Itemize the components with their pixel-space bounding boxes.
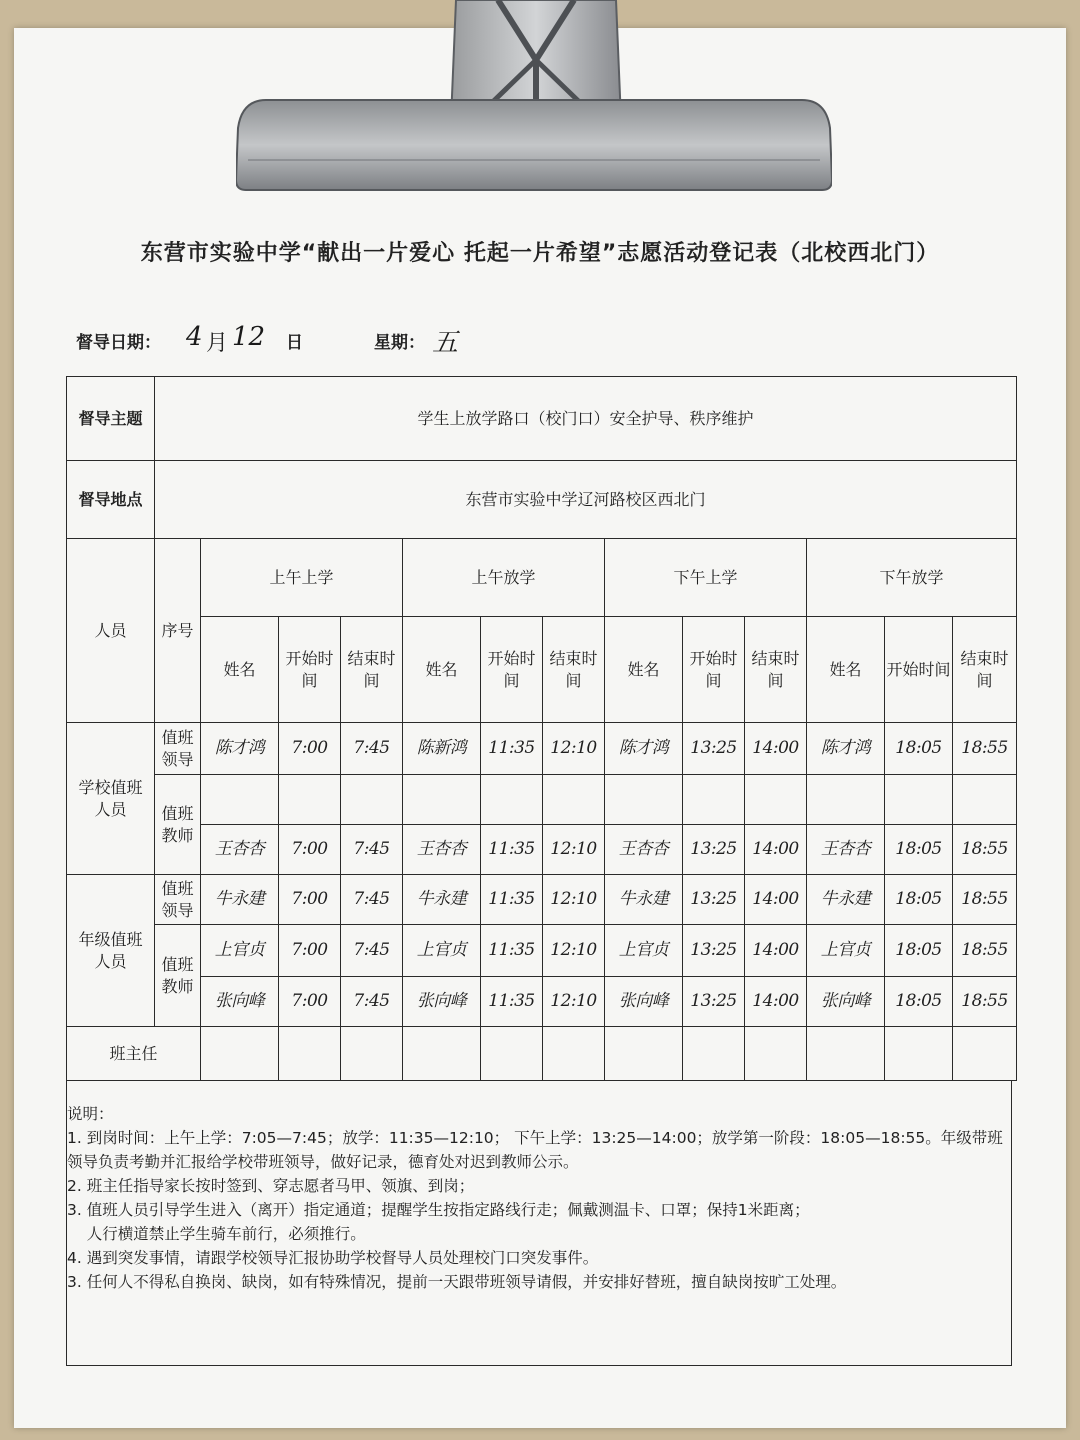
signature-cell: 王杏杏 [403, 825, 481, 875]
signature-cell: 上官贞 [605, 925, 683, 977]
duty-row [67, 977, 1017, 1027]
col-end: 结束时间 [543, 617, 605, 723]
registration-table [66, 376, 1017, 1081]
end-time-cell: 7:45 [341, 825, 403, 875]
location-label: 督导地点 [67, 461, 155, 539]
start-time-cell [279, 775, 341, 825]
start-time-cell: 7:00 [279, 925, 341, 977]
duty-row [67, 775, 1017, 825]
start-time-cell: 11:35 [481, 977, 543, 1027]
col-start: 开始时间 [279, 617, 341, 723]
weekday-value: 五 [432, 328, 459, 358]
start-time-cell: 13:25 [683, 825, 745, 875]
note-item: 4. 遇到突发事情，请跟学校领导汇报协助学校督导人员处理校门口突发事件。 [67, 1249, 599, 1267]
duty-row [67, 825, 1017, 875]
start-time-cell: 11:35 [481, 723, 543, 775]
signature-cell [403, 775, 481, 825]
signature-cell: 上官贞 [807, 925, 885, 977]
end-time-cell: 14:00 [745, 825, 807, 875]
signature-cell: 陈才鸿 [201, 723, 279, 775]
start-time-cell: 7:00 [279, 825, 341, 875]
col-name: 姓名 [807, 617, 885, 723]
location-value: 东营市实验中学辽河路校区西北门 [155, 461, 1017, 539]
start-time-cell: 13:25 [683, 875, 745, 925]
col-name: 姓名 [605, 617, 683, 723]
end-time-cell: 12:10 [543, 875, 605, 925]
col-end: 结束时间 [341, 617, 403, 723]
theme-row [67, 377, 1017, 461]
start-time-cell: 13:25 [683, 723, 745, 775]
end-time-cell [341, 775, 403, 825]
session-morning-dismissal: 上午放学 [403, 539, 605, 617]
signature-cell [201, 775, 279, 825]
start-time-cell: 18:05 [885, 925, 953, 977]
start-time-cell: 11:35 [481, 825, 543, 875]
start-time-cell: 18:05 [885, 825, 953, 875]
group-label: 年级值班人员 [67, 875, 155, 1027]
role-label: 值班教师 [155, 925, 201, 1027]
date-label: 督导日期： [76, 333, 161, 353]
duty-row [67, 875, 1017, 925]
role-label: 值班教师 [155, 775, 201, 875]
end-time-cell [745, 775, 807, 825]
start-time-cell: 7:00 [279, 977, 341, 1027]
signature-cell: 张向峰 [201, 977, 279, 1027]
start-time-cell: 18:05 [885, 977, 953, 1027]
form-title: 东营市实验中学“献出一片爱心 托起一片希望”志愿活动登记表（北校西北门） [140, 241, 940, 266]
col-start: 开始时间 [683, 617, 745, 723]
clipboard-clip [236, 0, 832, 192]
end-time-cell [953, 775, 1017, 825]
signature-cell [605, 775, 683, 825]
col-end: 结束时间 [953, 617, 1017, 723]
end-time-cell: 14:00 [745, 925, 807, 977]
signature-cell: 王杏杏 [605, 825, 683, 875]
signature-cell: 牛永建 [403, 875, 481, 925]
notes-heading: 说明： [67, 1105, 114, 1123]
end-time-cell: 12:10 [543, 723, 605, 775]
col-start: 开始时间 [885, 617, 953, 723]
duty-row [67, 723, 1017, 775]
end-time-cell: 14:00 [745, 875, 807, 925]
signature-cell: 张向峰 [403, 977, 481, 1027]
col-name: 姓名 [201, 617, 279, 723]
signature-cell: 上官贞 [403, 925, 481, 977]
signature-cell: 上官贞 [201, 925, 279, 977]
end-time-cell: 12:10 [543, 925, 605, 977]
start-time-cell: 7:00 [279, 875, 341, 925]
end-time-cell: 14:00 [745, 723, 807, 775]
signature-cell: 王杏杏 [201, 825, 279, 875]
date-month: 4 [186, 322, 203, 352]
col-name: 姓名 [403, 617, 481, 723]
end-time-cell [543, 775, 605, 825]
group-label: 学校值班人员 [67, 723, 155, 875]
end-time-cell: 7:45 [341, 925, 403, 977]
notes-box [66, 1080, 1012, 1366]
session-header-row [67, 539, 1017, 617]
month-label: 月 [206, 331, 229, 356]
signature-cell: 牛永建 [201, 875, 279, 925]
signature-cell: 张向峰 [605, 977, 683, 1027]
theme-label: 督导主题 [67, 377, 155, 461]
signature-cell: 陈新鸿 [403, 723, 481, 775]
end-time-cell: 7:45 [341, 875, 403, 925]
start-time-cell: 13:25 [683, 977, 745, 1027]
note-item: 人行横道禁止学生骑车前行，必须推行。 [67, 1225, 366, 1243]
start-time-cell: 13:25 [683, 925, 745, 977]
signature-cell: 王杏杏 [807, 825, 885, 875]
signature-cell: 张向峰 [807, 977, 885, 1027]
signature-cell: 陈才鸿 [807, 723, 885, 775]
day-label: 日 [286, 333, 303, 353]
signature-cell [807, 775, 885, 825]
end-time-cell: 18:55 [953, 875, 1017, 925]
head-teacher-row [67, 1027, 1017, 1081]
start-time-cell [481, 775, 543, 825]
end-time-cell: 18:55 [953, 977, 1017, 1027]
end-time-cell: 12:10 [543, 977, 605, 1027]
head-teacher-label: 班主任 [67, 1027, 201, 1081]
theme-value: 学生上放学路口（校门口）安全护导、秩序维护 [155, 377, 1017, 461]
note-item: 1. 到岗时间：上午上学：7:05—7:45；放学：11:35—12:10； 下午上学：13:25—14:00；放学第一阶段：18:05—18:55。年级带班领导负责考勤并汇报给学校带班领导，做好记录，德育处对迟到教师公示。 [67, 1129, 1003, 1171]
col-start: 开始时间 [481, 617, 543, 723]
weekday-label: 星期： [374, 333, 425, 353]
end-time-cell: 7:45 [341, 977, 403, 1027]
seq-label: 序号 [155, 539, 201, 723]
end-time-cell: 12:10 [543, 825, 605, 875]
date-day: 12 [232, 322, 266, 352]
session-afternoon-arrival: 下午上学 [605, 539, 807, 617]
col-end: 结束时间 [745, 617, 807, 723]
start-time-cell: 18:05 [885, 723, 953, 775]
role-label: 值班领导 [155, 875, 201, 925]
note-item: 3. 值班人员引导学生进入（离开）指定通道；提醒学生按指定路线行走；佩戴测温卡、口罩；保持1米距离； [67, 1201, 810, 1219]
session-afternoon-dismissal: 下午放学 [807, 539, 1017, 617]
session-morning-arrival: 上午上学 [201, 539, 403, 617]
start-time-cell: 18:05 [885, 875, 953, 925]
column-header-row [67, 617, 1017, 723]
end-time-cell: 7:45 [341, 723, 403, 775]
duty-rows [67, 723, 1017, 1027]
role-label: 值班领导 [155, 723, 201, 775]
start-time-cell [683, 775, 745, 825]
start-time-cell: 11:35 [481, 925, 543, 977]
signature-cell: 牛永建 [807, 875, 885, 925]
end-time-cell: 18:55 [953, 723, 1017, 775]
personnel-label: 人员 [67, 539, 155, 723]
location-row [67, 461, 1017, 539]
start-time-cell [885, 775, 953, 825]
start-time-cell: 7:00 [279, 723, 341, 775]
note-item: 3. 任何人不得私自换岗、缺岗，如有特殊情况，提前一天跟带班领导请假，并安排好替班，擅自缺岗按旷工处理。 [67, 1273, 847, 1291]
end-time-cell: 18:55 [953, 825, 1017, 875]
duty-row [67, 925, 1017, 977]
start-time-cell: 11:35 [481, 875, 543, 925]
signature-cell: 牛永建 [605, 875, 683, 925]
end-time-cell: 14:00 [745, 977, 807, 1027]
end-time-cell: 18:55 [953, 925, 1017, 977]
note-item: 2. 班主任指导家长按时签到、穿志愿者马甲、领旗、到岗； [67, 1177, 475, 1195]
signature-cell: 陈才鸿 [605, 723, 683, 775]
